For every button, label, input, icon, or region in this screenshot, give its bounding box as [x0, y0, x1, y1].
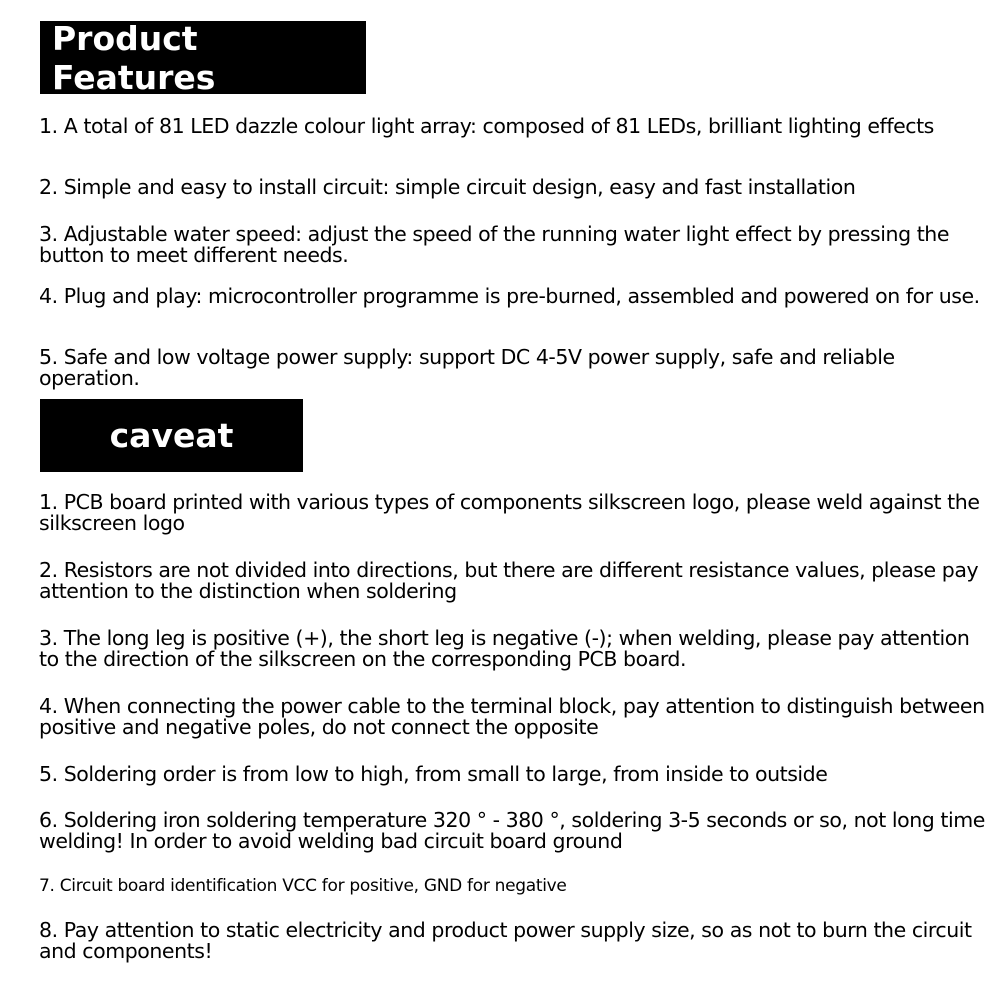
caveat-item-8: 8. Pay attention to static electricity and product power supply size, so as not to burn the circuit and components! [39, 918, 972, 963]
product-features-heading [40, 18, 366, 97]
product-features-title: Product Features [52, 18, 216, 97]
caveat-item-6: 6. Soldering iron soldering temperature 320 ° - 380 °, soldering 3-5 seconds or so, not long time welding! In order to avoid welding bad circuit board ground [39, 808, 985, 853]
caveat-heading [40, 399, 303, 472]
caveat-item-5: 5. Soldering order is from low to high, from small to large, from inside to outside [39, 762, 828, 786]
caveat-item-3: 3. The long leg is positive (+), the short leg is negative (-); when welding, please pay attention to the direction of the silkscreen on the corresponding PCB board. [39, 626, 970, 671]
caveat-item-7: 7. Circuit board identification VCC for positive, GND for negative [39, 876, 567, 896]
caveat-item-1: 1. PCB board printed with various types of components silkscreen logo, please weld against the silkscreen logo [39, 490, 980, 535]
feature-item-5: 5. Safe and low voltage power supply: support DC 4-5V power supply, safe and reliable operation. [39, 345, 895, 390]
caveat-title: caveat [109, 416, 234, 455]
feature-item-4: 4. Plug and play: microcontroller programme is pre-burned, assembled and powered on for use. [39, 284, 980, 308]
feature-item-1: 1. A total of 81 LED dazzle colour light array: composed of 81 LEDs, brilliant lighting effects [39, 114, 934, 138]
caveat-item-4: 4. When connecting the power cable to the terminal block, pay attention to distinguish between positive and negative poles, do not connect the opposite [39, 694, 985, 739]
feature-item-2: 2. Simple and easy to install circuit: simple circuit design, easy and fast installation [39, 175, 856, 199]
feature-item-3: 3. Adjustable water speed: adjust the speed of the running water light effect by pressing the button to meet different needs. [39, 222, 949, 267]
caveat-item-2: 2. Resistors are not divided into directions, but there are different resistance values, please pay attention to the distinction when soldering [39, 558, 979, 603]
